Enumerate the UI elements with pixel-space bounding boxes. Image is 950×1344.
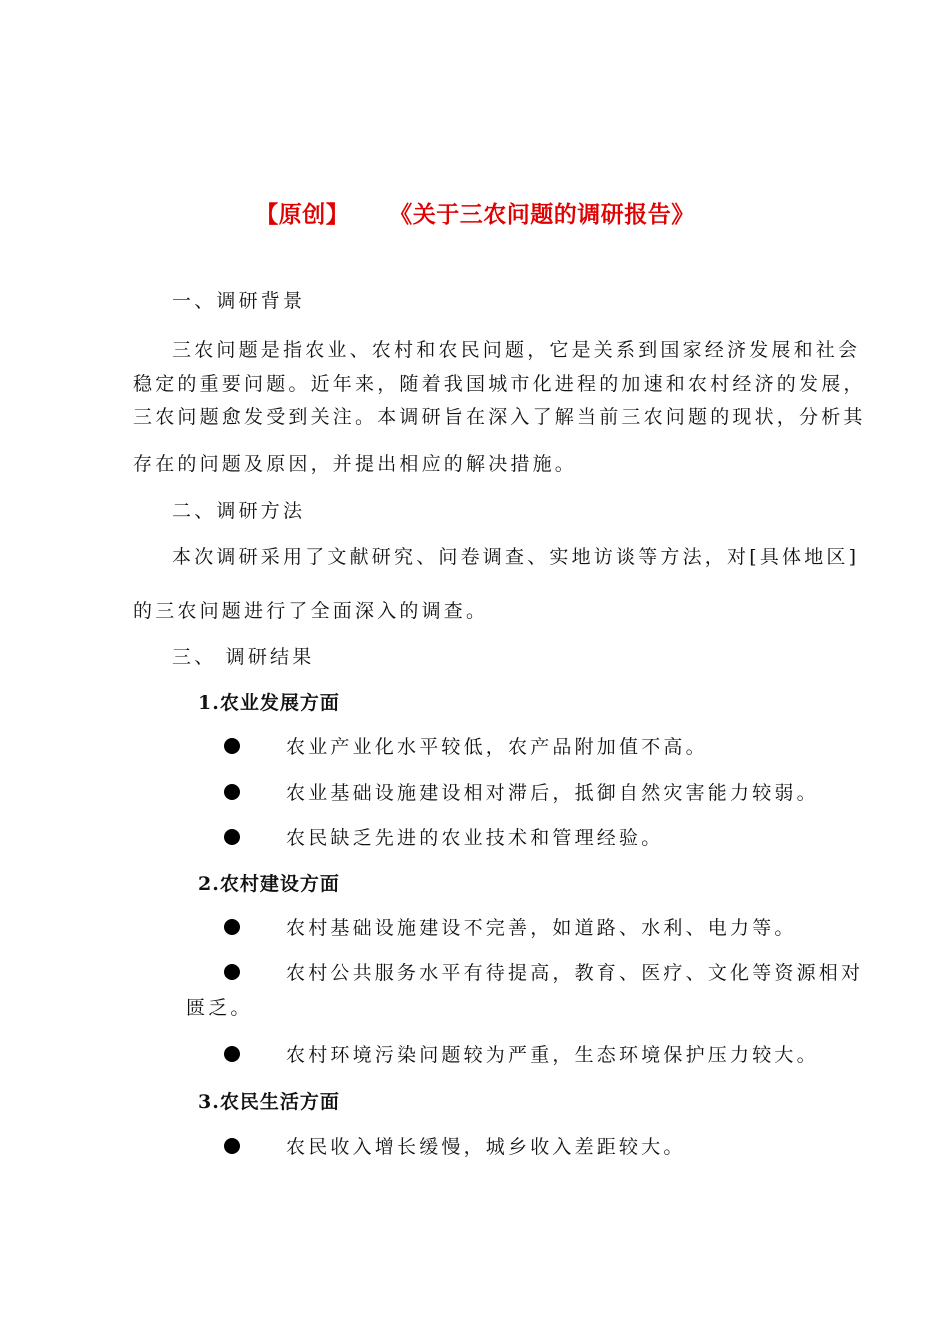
bullet-icon (224, 829, 240, 845)
bullet-icon (224, 738, 240, 754)
bullet-icon (224, 919, 240, 935)
paragraph-line: 三农问题是指农业、农村和农民问题，它是关系到国家经济发展和社会 (172, 339, 861, 361)
paragraph-line: 稳定的重要问题。近年来，随着我国城市化进程的加速和农村经济的发展， (133, 373, 866, 395)
section-heading-results: 三、 调研结果 (172, 646, 315, 668)
paragraph-line: 存在的问题及原因，并提出相应的解决措施。 (133, 453, 578, 475)
list-item (0, 1135, 950, 1159)
paragraph-line: 本次调研采用了文献研究、问卷调查、实地访谈等方法，对[具体地区] (172, 546, 860, 568)
title-tag: 【原创】 (255, 202, 350, 228)
subsection-title-farmers: 3.农民生活方面 (198, 1091, 340, 1113)
section-heading-method: 二、调研方法 (172, 500, 306, 522)
bullet-icon (224, 784, 240, 800)
list-item-text: 农村环境污染问题较为严重，生态环境保护压力较大。 (286, 1044, 819, 1066)
list-item (0, 826, 950, 850)
subsection-title-agriculture: 1.农业发展方面 (198, 692, 340, 714)
paragraph-line: 三农问题愈发受到关注。本调研旨在深入了解当前三农问题的现状，分析其 (133, 406, 866, 428)
document-title (0, 196, 950, 229)
list-item-text: 农村公共服务水平有待提高，教育、医疗、文化等资源相对 (286, 962, 864, 984)
section-heading-background: 一、调研背景 (172, 290, 306, 312)
list-item-text: 农业产业化水平较低，农产品附加值不高。 (286, 736, 708, 758)
list-item (0, 916, 950, 940)
list-item-text: 农民收入增长缓慢，城乡收入差距较大。 (286, 1136, 686, 1158)
list-item (0, 1043, 950, 1067)
list-item (0, 735, 950, 759)
list-item-text: 农民缺乏先进的农业技术和管理经验。 (286, 827, 664, 849)
bullet-icon (224, 1046, 240, 1062)
list-item (0, 961, 950, 985)
list-item-continuation: 匮乏。 (186, 997, 253, 1019)
paragraph-line: 的三农问题进行了全面深入的调查。 (133, 600, 489, 622)
list-item-text: 农业基础设施建设相对滞后，抵御自然灾害能力较弱。 (286, 782, 819, 804)
subsection-title-rural: 2.农村建设方面 (198, 873, 340, 895)
list-item (0, 781, 950, 805)
list-item-text: 农村基础设施建设不完善，如道路、水利、电力等。 (286, 917, 797, 939)
bullet-icon (224, 964, 240, 980)
bullet-icon (224, 1138, 240, 1154)
title-main: 《关于三农问题的调研报告》 (389, 202, 695, 228)
